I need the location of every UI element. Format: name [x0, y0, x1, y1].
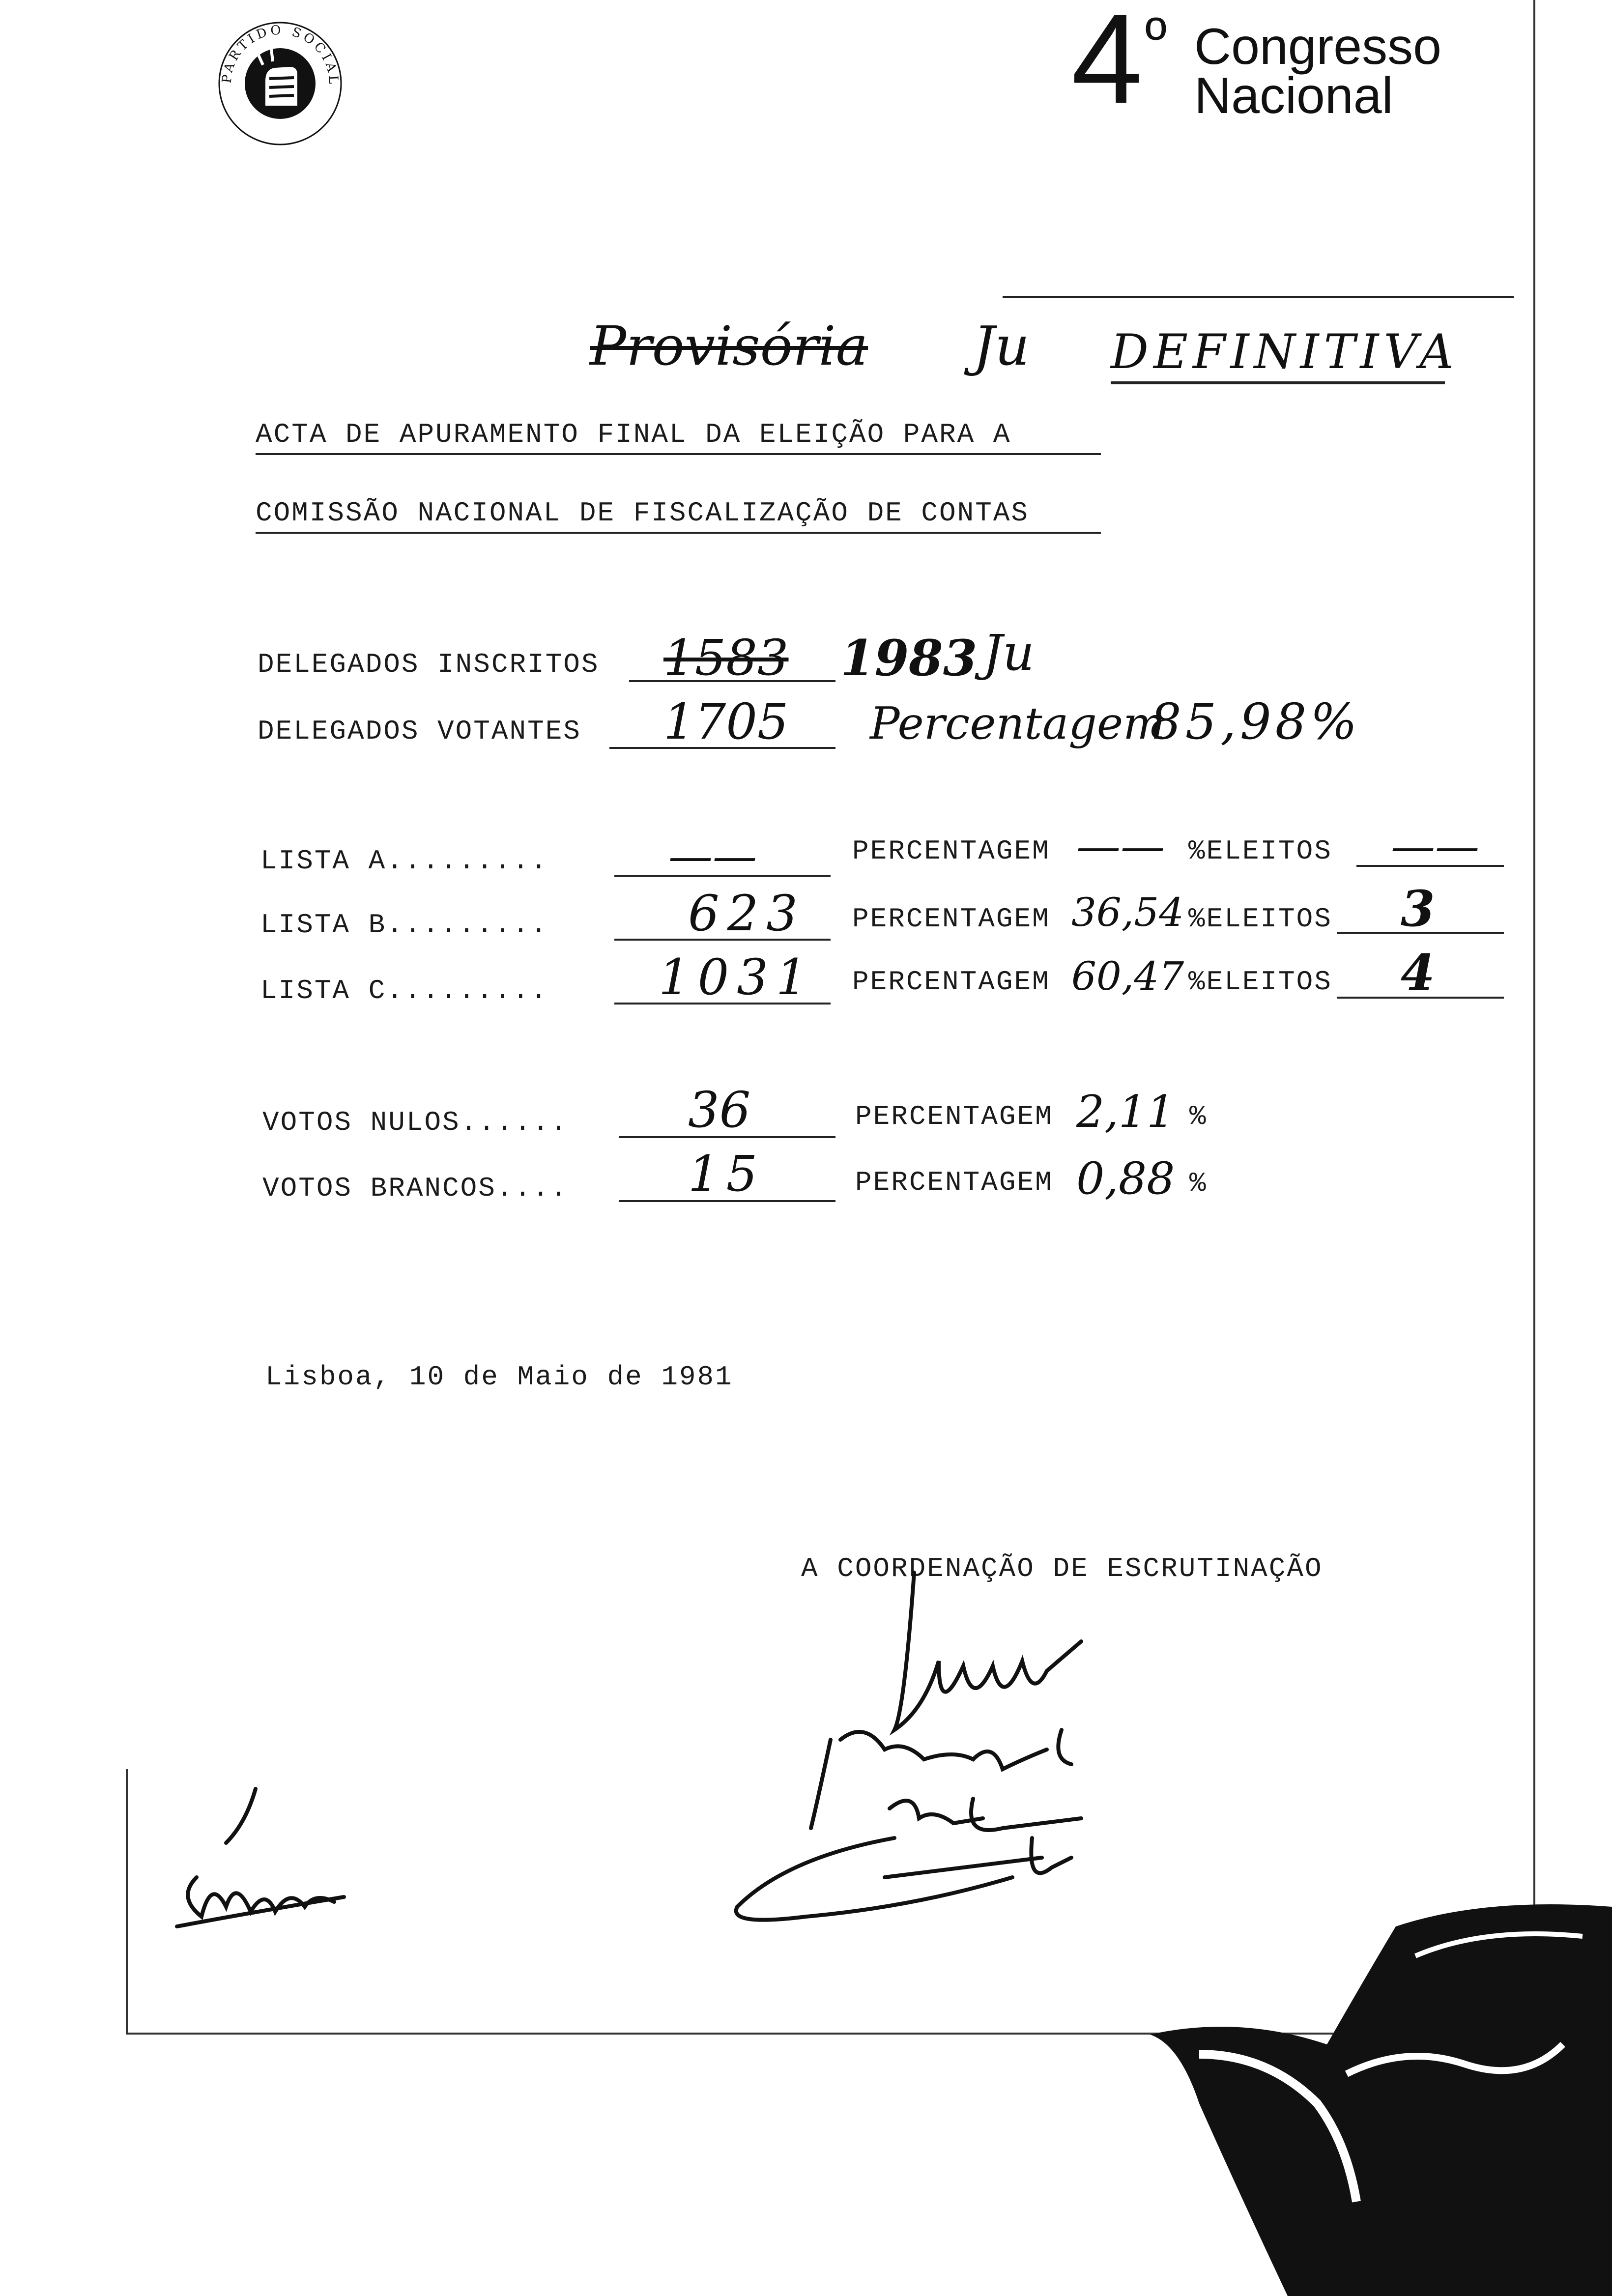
- lista-c-eleitos: 4: [1401, 944, 1435, 1002]
- delegados-percentagem-label: Percentagem: [870, 698, 1165, 749]
- votos-brancos-pct: 0,88: [1076, 1153, 1175, 1205]
- delegados-votantes-value: 1705: [663, 693, 789, 750]
- party-logo-text: PARTIDO SOCIAL: [219, 23, 341, 87]
- lista-c-eleitos-label: %ELEITOS: [1188, 966, 1332, 998]
- delegados-inscritos-label: DELEGADOS INSCRITOS: [258, 649, 600, 680]
- lista-a-votes: ——: [668, 831, 757, 882]
- votos-nulos-value: 36: [688, 1081, 751, 1139]
- votos-brancos-pct-label: PERCENTAGEM: [855, 1167, 1053, 1198]
- lista-a-eleitos-label: %ELEITOS: [1188, 835, 1332, 867]
- lista-c-pct-label: PERCENTAGEM: [852, 966, 1050, 998]
- congress-ordinal: 4: [1071, 0, 1143, 130]
- coordenacao-title: A COORDENAÇÃO DE ESCRUTINAÇÃO: [801, 1553, 1323, 1584]
- votos-nulos-label: VOTOS NULOS......: [262, 1107, 569, 1138]
- lista-b-pct: 36,54: [1071, 890, 1184, 935]
- lista-a-label: LISTA A.........: [260, 845, 548, 877]
- status-struck: Provisória: [590, 315, 868, 377]
- lista-c-label: LISTA C.........: [260, 975, 548, 1006]
- congress-ordinal-suffix: º: [1145, 6, 1167, 72]
- lista-a-pct: ——: [1076, 821, 1165, 872]
- title-line-2-underline: [256, 532, 1101, 534]
- party-logo: [216, 20, 344, 147]
- votos-brancos-pct-sign: %: [1189, 1168, 1208, 1199]
- votos-brancos-value: 15: [688, 1145, 765, 1203]
- signatures: [708, 1563, 1248, 1936]
- left-signature: [157, 1779, 374, 1946]
- delegados-votantes-label: DELEGADOS VOTANTES: [258, 716, 581, 747]
- lista-b-eleitos: 3: [1401, 880, 1435, 938]
- lista-b-votes: 623: [688, 885, 806, 942]
- votos-brancos-label: VOTOS BRANCOS....: [262, 1173, 569, 1204]
- header-rule: [1003, 296, 1514, 298]
- votos-nulos-pct: 2,11: [1076, 1086, 1175, 1138]
- congress-line1: Congresso: [1194, 18, 1441, 75]
- title-line-1-underline: [256, 453, 1101, 455]
- status-initials: Ju: [973, 315, 1030, 377]
- title-line-2: COMISSÃO NACIONAL DE FISCALIZAÇÃO DE CONTAS: [256, 497, 1030, 529]
- status-underline: [1111, 381, 1445, 384]
- lista-b-pct-label: PERCENTAGEM: [852, 903, 1050, 935]
- title-line-1: ACTA DE APURAMENTO FINAL DA ELEIÇÃO PARA A: [256, 419, 1011, 450]
- votos-nulos-pct-label: PERCENTAGEM: [855, 1101, 1053, 1132]
- lista-c-pct: 60,47: [1071, 953, 1184, 999]
- congress-graphic: [1140, 1897, 1612, 2296]
- lista-b-eleitos-label: %ELEITOS: [1188, 903, 1332, 935]
- lista-c-votes: 1031: [659, 948, 815, 1006]
- place-date: Lisboa, 10 de Maio de 1981: [265, 1361, 733, 1393]
- delegados-inscritos-struck: 1583: [663, 629, 789, 687]
- page-border-left: [126, 1769, 128, 2035]
- delegados-inscritos-value: 1983: [840, 629, 978, 687]
- lista-a-eleitos: ——: [1391, 821, 1479, 872]
- congress-line2: Nacional: [1194, 67, 1393, 124]
- congress-header: [1071, 0, 1445, 130]
- lista-b-label: LISTA B.........: [260, 909, 548, 941]
- votos-nulos-pct-sign: %: [1189, 1101, 1208, 1132]
- delegados-inscritos-initials: Ju: [983, 624, 1035, 682]
- status-value: DEFINITIVA: [1111, 324, 1459, 379]
- page-border-right: [1533, 0, 1535, 2035]
- delegados-percentagem-value: 85,98%: [1150, 693, 1361, 750]
- lista-a-pct-label: PERCENTAGEM: [852, 835, 1050, 867]
